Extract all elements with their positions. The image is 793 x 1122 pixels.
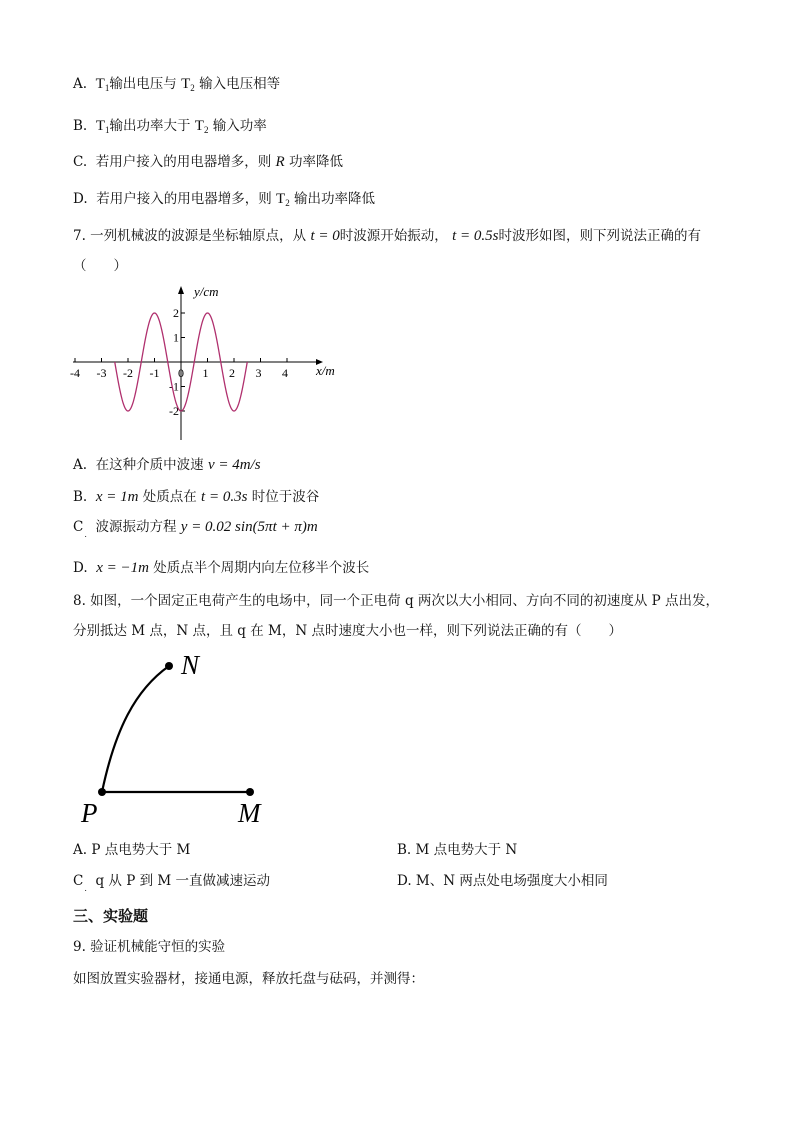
q8-option-a: A. P 点电势大于 M xyxy=(73,842,191,858)
label-n: N xyxy=(181,650,200,680)
q8-stem-line1: 8. 如图，一个固定正电荷产生的电场中，同一个正电荷 q 两次以大小相同、方向不同的初速度从 P 点出发， xyxy=(73,593,720,609)
section-heading: 三、实验题 xyxy=(73,907,149,925)
point-n xyxy=(165,662,173,670)
x-tick-label: -3 xyxy=(96,366,107,380)
q6-option-d: D. 若用户接入的用电器增多，则 $T_2$ 输出功率降低 xyxy=(73,191,375,208)
y-tick-label: 2 xyxy=(173,306,179,320)
x-tick-label: 2 xyxy=(229,366,235,380)
field-figure xyxy=(75,645,285,830)
path-p-to-n xyxy=(102,666,169,792)
q7-option-d: D. x = −1m 处质点半个周期内向左位移半个波长 xyxy=(73,560,370,576)
t2-symbol: $T_2$ xyxy=(181,76,195,93)
q8-option-b: B. M 点电势大于 N xyxy=(397,842,518,858)
y-tick-label: -1 xyxy=(169,379,179,394)
q6-option-b: B. $T_1$输出功率大于 $T_2$ 输入功率 xyxy=(73,118,267,135)
x-tick-label: 0 xyxy=(178,366,184,380)
y-axis-label: y/cm xyxy=(194,284,219,299)
q9-line: 如图放置实验器材，接通电源，释放托盘与砝码，并测得： xyxy=(73,971,424,987)
y-tick-label: 1 xyxy=(173,330,179,345)
wave-figure xyxy=(70,282,350,447)
point-p xyxy=(98,788,106,796)
label-m: M xyxy=(238,798,261,828)
q8-stem-line2: 分别抵达 M 点，N 点，且 q 在 M，N 点时速度大小也一样，则下列说法正确的有（ ） xyxy=(73,623,622,639)
y-axis-arrow xyxy=(178,286,184,294)
q7-option-c: $C_.$ 波源振动方程 y = 0.02 sin(5πt + π)m xyxy=(73,519,318,539)
t1-symbol: $T_1$ xyxy=(95,76,110,93)
q7-stem: 7. 一列机械波的波源是坐标轴原点，从 t = 0时波源开始振动， t = 0.5s时波形如图，则下列说法正确的有 xyxy=(73,228,701,244)
q7-option-b: B. x = 1m 处质点在 t = 0.3s 时位于波谷 xyxy=(73,489,320,505)
q8-option-d: D. M、N 两点处电场强度大小相同 xyxy=(397,873,608,889)
q8-option-c: $C_.$ q 从 P 到 M 一直做减速运动 xyxy=(73,873,270,893)
x-tick-label: -4 xyxy=(70,366,80,380)
t1-symbol: $T_1$ xyxy=(95,118,110,135)
label-p: P xyxy=(81,798,98,828)
q9-title: 9. 验证机械能守恒的实验 xyxy=(73,939,226,955)
q7-option-a: A. 在这种介质中波速 v = 4m/s xyxy=(73,457,261,473)
y-tick-label: -2 xyxy=(169,404,179,418)
t2-symbol: $T_2$ xyxy=(194,118,209,135)
q6-option-a: A. $T_1$输出电压与 $T_2$ 输入电压相等 xyxy=(73,76,281,93)
q7-answer-paren: （ ） xyxy=(73,258,127,274)
x-tick-label: 1 xyxy=(202,366,209,380)
x-tick-label: -2 xyxy=(123,366,133,380)
point-m xyxy=(246,788,254,796)
t2-symbol: $T_2$ xyxy=(276,191,290,208)
x-tick-label: 4 xyxy=(282,366,288,380)
q6-option-c: C. 若用户接入的用电器增多，则 R 功率降低 xyxy=(73,154,343,170)
wave-axes xyxy=(73,286,323,440)
x-tick-label: -1 xyxy=(149,366,160,380)
x-tick-label: 3 xyxy=(255,366,262,380)
x-axis-label: x/m xyxy=(316,363,335,378)
